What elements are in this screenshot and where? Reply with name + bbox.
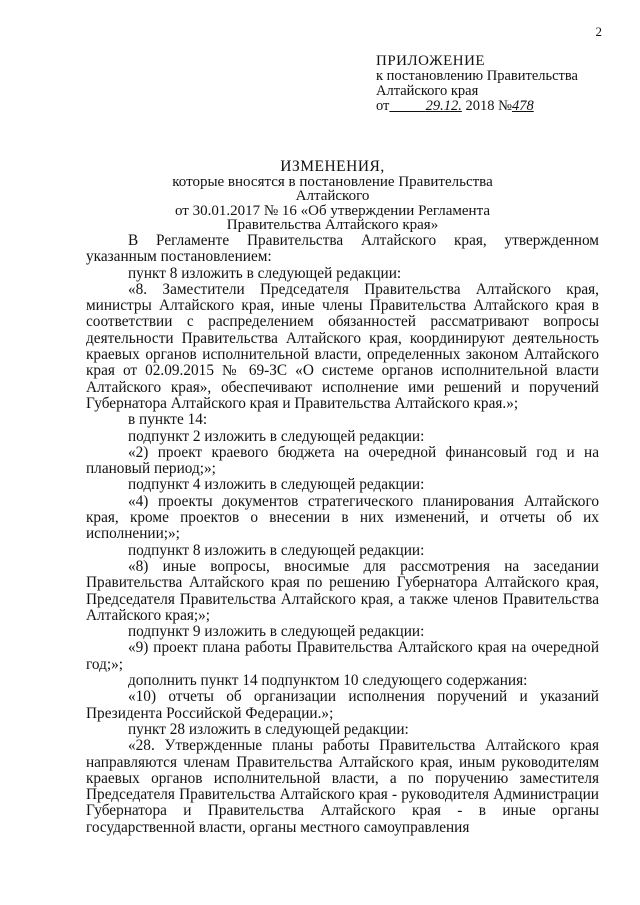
document-body <box>86 233 599 836</box>
appendix-line-1: к постановлению Правительства <box>376 68 578 84</box>
paragraph: «9) проект плана работы Правительства Алтайского края на очередной год;»; <box>86 639 599 673</box>
paragraph: в пункте 14: <box>128 411 208 429</box>
date-value <box>389 98 462 114</box>
date-value-text: 29.12. <box>425 98 462 114</box>
paragraph: «10) отчеты об организации исполнения поручений и указаний Президента Российской Федерации.»; <box>86 688 599 722</box>
paragraph: подпункт 8 изложить в следующей редакции: <box>128 541 425 559</box>
paragraph: дополнить пункт 14 подпунктом 10 следующего содержания: <box>128 672 528 690</box>
paragraph: «4) проекты документов стратегического планирования Алтайского края, кроме проектов о внесении в них изменений, и отчеты об их исполнении;»; <box>86 492 599 543</box>
paragraph: В Регламенте Правительства Алтайского края, утвержденном указанным постановлением: <box>86 232 599 266</box>
appendix-date-line <box>376 99 616 114</box>
appendix-line-2: Алтайского края <box>376 83 479 99</box>
resolution-number: 478 <box>512 98 534 114</box>
heading-line-1: которые вносятся в постановление Правительства Алтайского <box>172 173 493 204</box>
heading-line-3: Правительства Алтайского края» <box>226 217 439 233</box>
page-number: 2 <box>595 24 602 39</box>
paragraph: «8) иные вопросы, вносимые для рассмотрения на заседании Правительства Алтайского края по решению Губернатора Алтайского края, Председателя Правительства Алтайского края, а также членов Правительства Алтайского края;»; <box>86 557 599 624</box>
paragraph: «2) проект краевого бюджета на очередной финансовый год и на плановый период;»; <box>86 443 599 478</box>
appendix-title: ПРИЛОЖЕНИЕ <box>376 53 486 69</box>
heading-line-2: от 30.01.2017 № 16 «Об утверждении Регламента <box>175 202 490 219</box>
appendix-block <box>376 54 616 114</box>
paragraph: пункт 28 изложить в следующей редакции: <box>128 720 409 738</box>
document-heading <box>140 160 525 233</box>
paragraph: подпункт 2 изложить в следующей редакции: <box>128 427 425 445</box>
paragraph: «8. Заместители Председателя Правительства Алтайского края, министры Алтайского края, иные члены Правительства Алтайского края в соответствии с распределением обязанностей рассматривают вопросы деятельности Правительства Алтайского края, координируют деятельность краевых органов исполнительной власти, определенных законом Алтайского края от 02.09.2015 № 69-ЗС «О системе органов исполнительной власти Алтайского края», обеспечивают исполнение ими решений и поручений Губернатора Алтайского края и Правительства Алтайского края.»; <box>86 280 599 412</box>
heading-title: ИЗМЕНЕНИЯ, <box>280 158 385 175</box>
date-prefix: от <box>376 98 390 114</box>
paragraph: подпункт 4 изложить в следующей редакции: <box>128 476 425 494</box>
date-suffix: 2018 № <box>465 98 512 114</box>
paragraph: «28. Утвержденные планы работы Правительства Алтайского края направляются членам Правительства Алтайского края, иным руководителям краевых органов исполнительной власти, а по поручению заместителя Председателя Правительства Алтайского края - руководителя Администрации Губернатора и Правительства Алтайского края - в иные органы государственной власти, органы местного самоуправления <box>86 737 599 836</box>
paragraph: подпункт 9 изложить в следующей редакции: <box>128 623 425 641</box>
paragraph: пункт 8 изложить в следующей редакции: <box>128 264 402 282</box>
